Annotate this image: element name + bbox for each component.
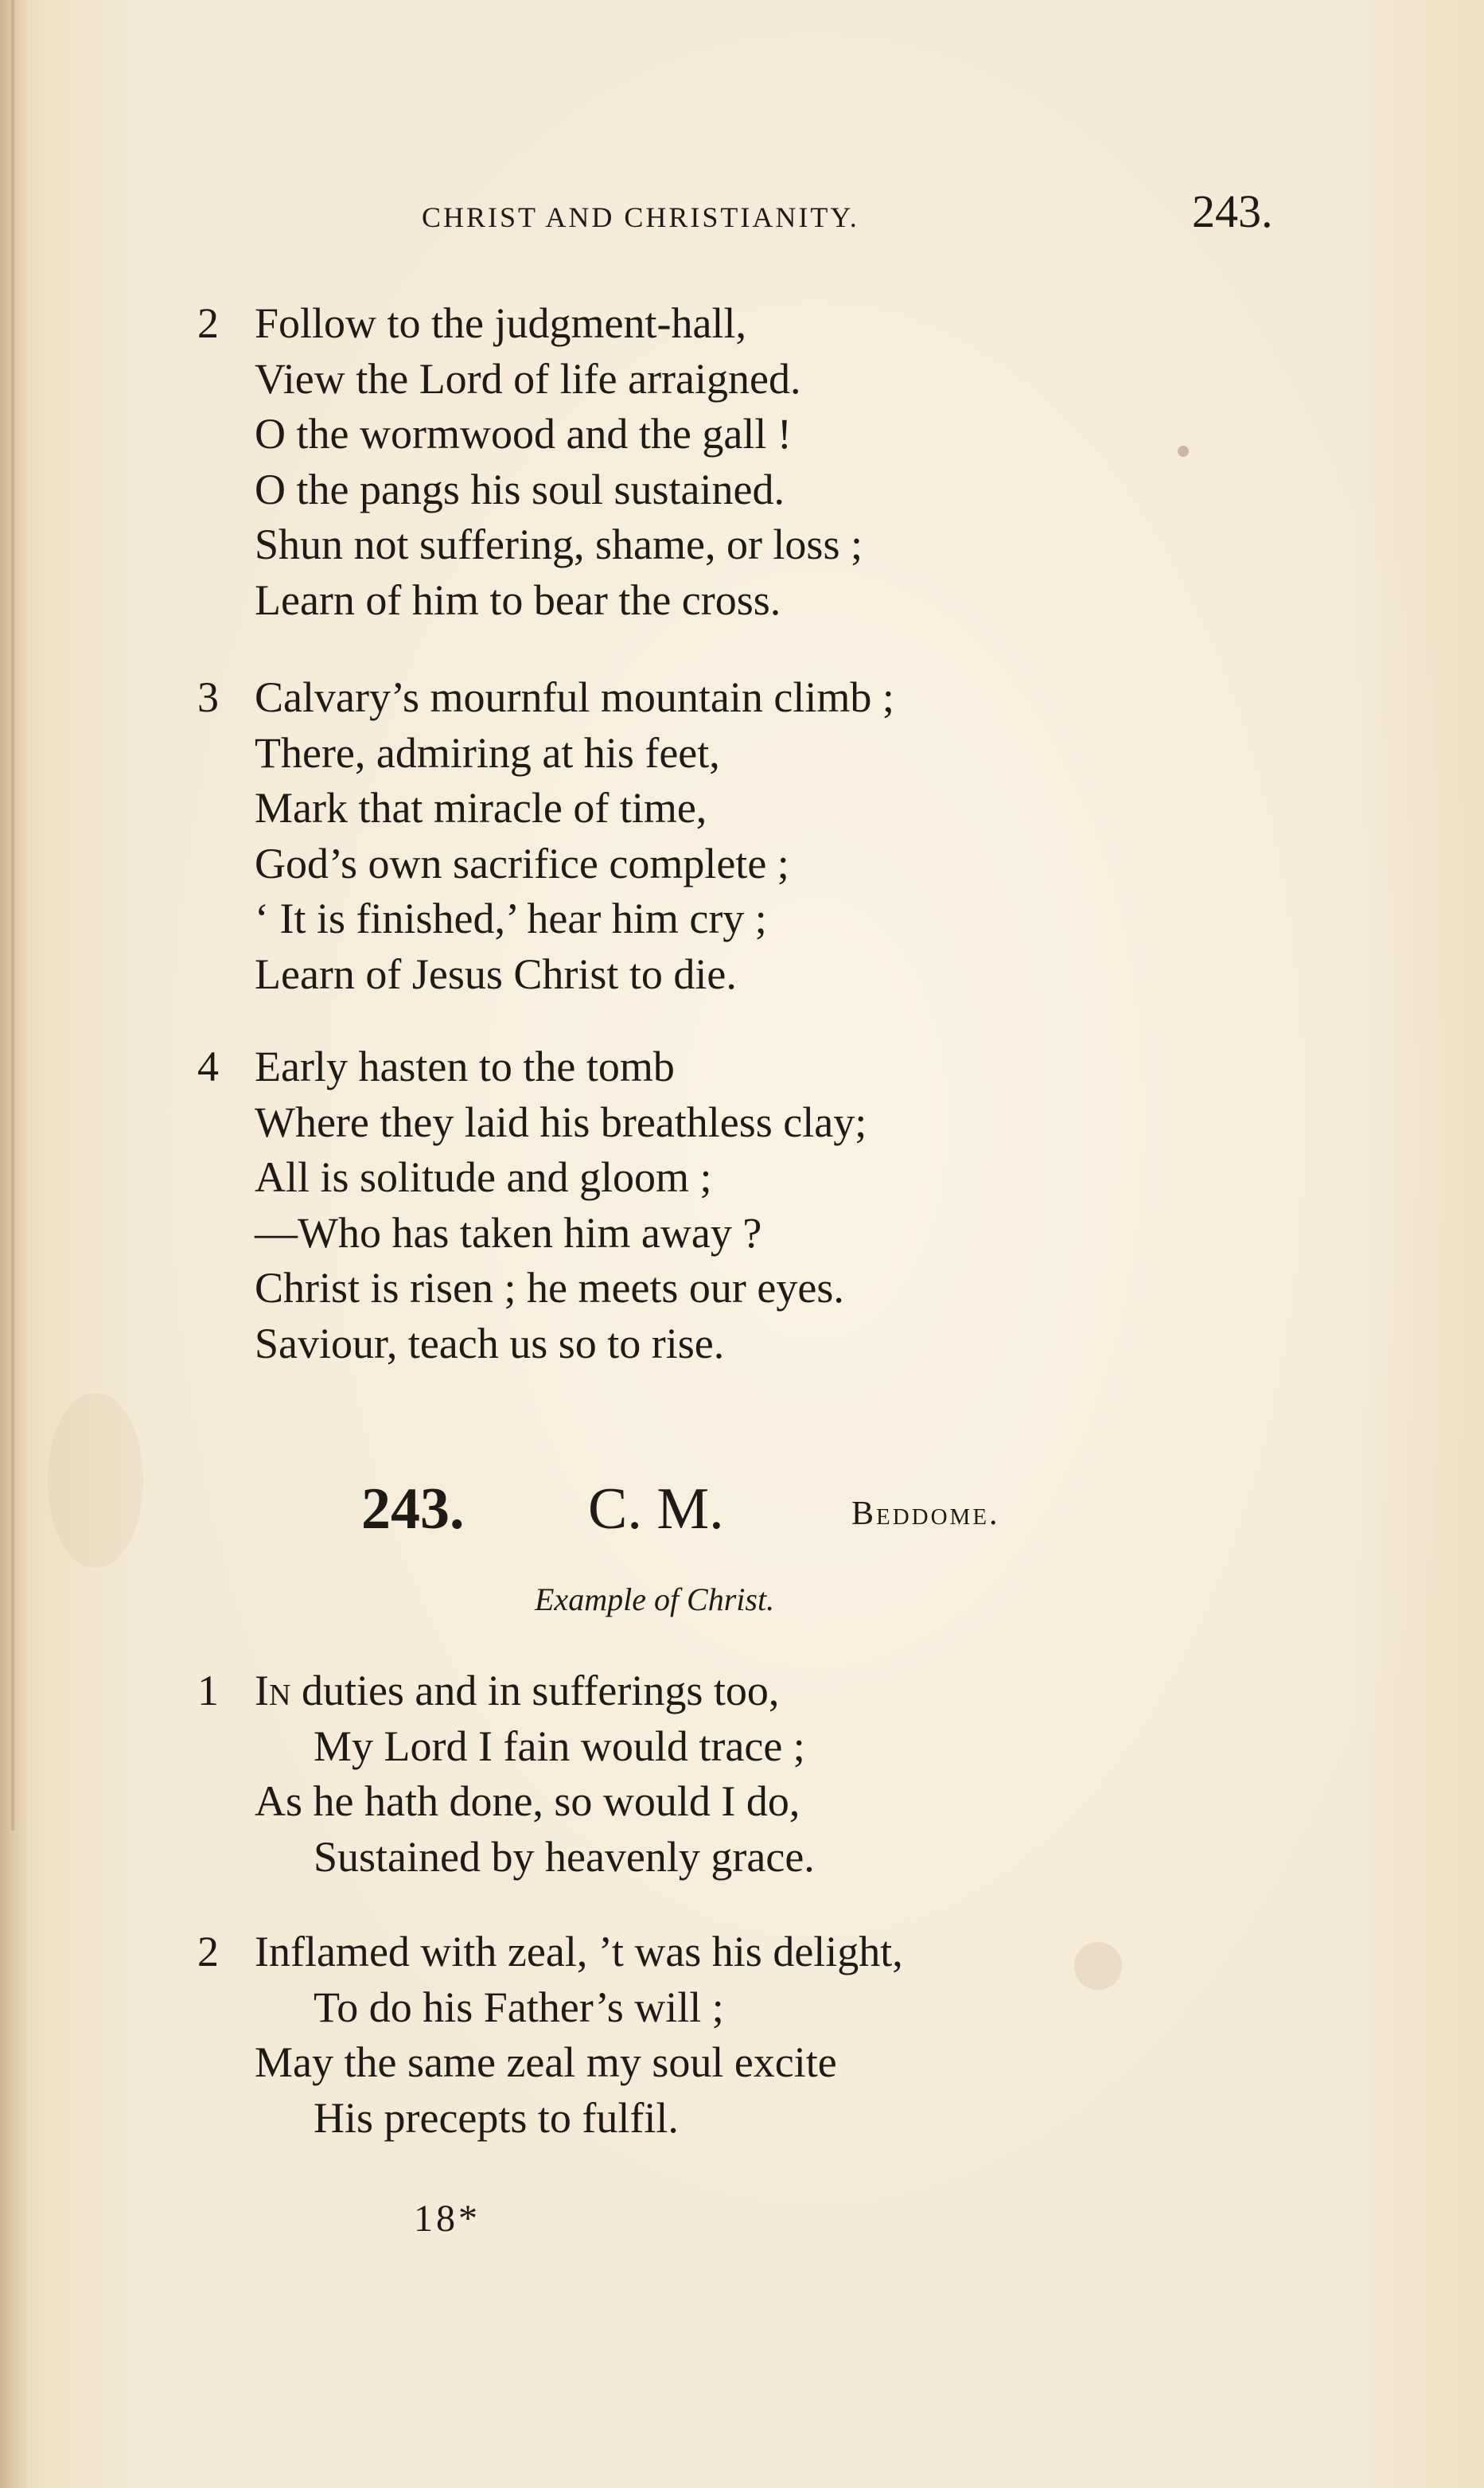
line-text: Christ is risen ; he meets our eyes. (255, 1264, 844, 1312)
verse-line (197, 891, 1232, 947)
verse-line (197, 947, 1232, 1003)
verse-line (197, 1774, 1232, 1830)
paper-stain (48, 1393, 143, 1568)
verse-line (197, 1261, 1232, 1316)
verse-line (197, 1924, 1232, 1980)
line-text: May the same zeal my soul excite (255, 2038, 837, 2086)
line-text: Where they laid his breathless clay; (255, 1098, 867, 1146)
line-text: Shun not suffering, shame, or loss ; (255, 521, 863, 568)
verse-block (197, 296, 1232, 628)
verse-number: 2 (197, 299, 219, 347)
verse-line (197, 670, 1232, 726)
verse-line (197, 1316, 1232, 1372)
verse-number: 2 (197, 1928, 219, 1975)
line-text: There, admiring at his feet, (255, 728, 720, 777)
line-text: —Who has taken him away ? (255, 1208, 762, 1257)
verse-line (197, 517, 1232, 573)
verse-line (197, 726, 1232, 782)
verse-line (197, 1150, 1232, 1206)
line-text: God’s own sacrifice complete ; (255, 839, 789, 887)
line-text: Calvary’s mournful mountain climb ; (255, 673, 894, 721)
verse-line (197, 1830, 1232, 1885)
hymn-subtitle: Example of Christ. (535, 1581, 775, 1617)
line-rest: duties and in sufferings too, (290, 1667, 780, 1714)
line-text: Follow to the judgment-hall, (255, 299, 746, 347)
signature-mark: 18* (414, 2197, 481, 2240)
line-text: His precepts to fulfil. (314, 2093, 679, 2142)
verse-block (197, 1663, 1232, 1885)
verse-number: 1 (197, 1667, 219, 1714)
verse-number: 3 (197, 673, 219, 721)
line-text: Learn of him to bear the cross. (255, 575, 781, 624)
page-number: 243. (1192, 185, 1273, 237)
line-text: Inflamed with zeal, ’t was his delight, (255, 1928, 903, 1975)
line-text (255, 1663, 779, 1719)
verse-block (197, 1039, 1232, 1371)
verse-line (197, 2035, 1232, 2091)
hymn-heading (361, 1476, 1077, 1542)
verse-line (197, 2091, 1232, 2147)
hymn-meter: C. M. (588, 1476, 724, 1542)
verse-line (197, 296, 1232, 352)
verse-line (197, 781, 1232, 836)
line-text: Saviour, teach us so to rise. (255, 1319, 725, 1367)
verse-line (197, 407, 1232, 462)
verse-line (197, 352, 1232, 408)
verse-line (197, 573, 1232, 629)
verse-line (197, 836, 1232, 892)
line-text: ‘ It is finished,’ hear him cry ; (255, 895, 767, 942)
verse-line (197, 1095, 1232, 1151)
verse-line (197, 1663, 1232, 1719)
binding-edge (11, 0, 14, 1831)
line-text: O the wormwood and the gall ! (255, 410, 792, 458)
verse-line (197, 1719, 1232, 1775)
line-text: Sustained by heavenly grace. (314, 1832, 815, 1881)
line-text: My Lord I fain would trace ; (314, 1722, 805, 1770)
first-word: In (255, 1667, 291, 1714)
hymn-author: Beddome. (851, 1496, 1000, 1532)
verse-line (197, 1980, 1232, 2036)
verse-line (197, 1039, 1232, 1095)
verse-block (197, 670, 1232, 1002)
line-text: Early hasten to the tomb (255, 1043, 675, 1090)
verse-line (197, 462, 1232, 518)
page-gutter (0, 0, 27, 2488)
verse-block (197, 1924, 1232, 2146)
running-title: CHRIST AND CHRISTIANITY. (422, 201, 859, 233)
line-text: Mark that miracle of time, (255, 784, 707, 832)
hymn-number: 243. (361, 1476, 465, 1542)
line-text: O the pangs his soul sustained. (255, 465, 785, 513)
line-text: As he hath done, so would I do, (255, 1777, 800, 1825)
line-text: View the Lord of life arraigned. (255, 354, 801, 403)
line-text: All is solitude and gloom ; (255, 1153, 712, 1201)
verse-number: 4 (197, 1043, 219, 1090)
line-text: To do his Father’s will ; (314, 1983, 724, 2031)
verse-line (197, 1206, 1232, 1262)
line-text: Learn of Jesus Christ to die. (255, 950, 737, 998)
